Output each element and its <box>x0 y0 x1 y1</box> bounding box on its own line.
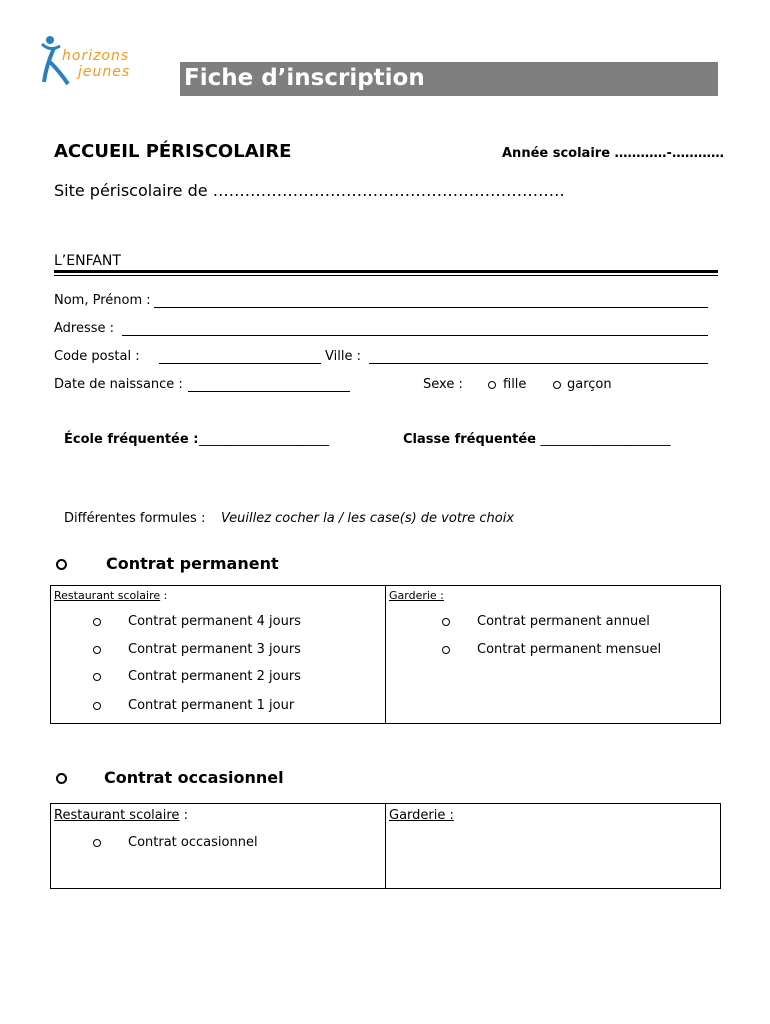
section-rule-thin <box>54 275 718 276</box>
main-heading: ACCUEIL PÉRISCOLAIRE <box>54 141 292 162</box>
option-mensuel-radio[interactable] <box>442 646 450 654</box>
section-rule <box>54 270 718 273</box>
formulas-label: Différentes formules : <box>64 511 206 526</box>
formulas-instruction: Veuillez cocher la / les case(s) de votre choix <box>221 511 515 526</box>
sex-label: Sexe : <box>423 377 463 392</box>
sex-garcon-radio[interactable] <box>553 381 561 389</box>
logo-word-horizons: horizons <box>62 48 130 64</box>
site-field[interactable]: Site périscolaire de ………………………………………………………… <box>54 181 565 200</box>
postal-label: Code postal : <box>54 349 140 364</box>
occasional-garderie-label: Garderie : <box>389 808 454 823</box>
option-1-jour-radio[interactable] <box>93 702 101 710</box>
option-occasionnel-label: Contrat occasionnel <box>128 835 258 850</box>
occasional-contract-checkbox[interactable] <box>56 773 67 784</box>
option-4-jours-radio[interactable] <box>93 618 101 626</box>
logo-word-jeunes: jeunes <box>78 64 131 80</box>
permanent-restaurant-label: Restaurant scolaire <box>54 589 161 602</box>
occasional-restaurant-label: Restaurant scolaire <box>54 808 180 823</box>
sex-garcon-label: garçon <box>567 377 612 392</box>
option-2-jours-label: Contrat permanent 2 jours <box>128 669 301 684</box>
sex-fille-label: fille <box>503 377 527 392</box>
postal-field[interactable] <box>159 349 321 364</box>
option-4-jours-label: Contrat permanent 4 jours <box>128 614 301 629</box>
option-mensuel-label: Contrat permanent mensuel <box>477 642 662 657</box>
occasional-contract-title: Contrat occasionnel <box>104 768 284 787</box>
address-label: Adresse : <box>54 321 115 336</box>
child-section-label: L’ENFANT <box>54 253 121 269</box>
permanent-garderie-label: Garderie : <box>389 589 444 602</box>
school-year-field[interactable]: Année scolaire …………-………… <box>502 146 724 161</box>
birth-label: Date de naissance : <box>54 377 183 392</box>
name-label: Nom, Prénom : <box>54 293 151 308</box>
class-field[interactable]: : ____________________ <box>532 432 671 447</box>
school-field[interactable]: ____________________ <box>199 432 329 447</box>
permanent-restaurant-heading <box>54 589 167 602</box>
name-field[interactable] <box>154 293 708 308</box>
option-3-jours-label: Contrat permanent 3 jours <box>128 642 301 657</box>
permanent-contract-checkbox[interactable] <box>56 559 67 570</box>
option-1-jour-label: Contrat permanent 1 jour <box>128 698 295 713</box>
occasional-restaurant-heading <box>54 808 188 823</box>
sex-fille-radio[interactable] <box>488 381 496 389</box>
option-occasionnel-radio[interactable] <box>93 839 101 847</box>
page-title: Fiche d’inscription <box>184 65 425 91</box>
class-label: Classe fréquentée <box>403 432 536 447</box>
city-field[interactable] <box>369 349 708 364</box>
permanent-restaurant-suffix: : <box>163 589 168 602</box>
address-field[interactable] <box>122 321 708 336</box>
occasional-restaurant-suffix: : <box>183 808 188 823</box>
city-label: Ville : <box>325 349 361 364</box>
permanent-contract-title: Contrat permanent <box>106 554 279 573</box>
school-label: École fréquentée : <box>64 432 199 447</box>
option-annuel-label: Contrat permanent annuel <box>477 614 650 629</box>
birth-field[interactable] <box>188 377 350 392</box>
option-3-jours-radio[interactable] <box>93 646 101 654</box>
option-2-jours-radio[interactable] <box>93 673 101 681</box>
option-annuel-radio[interactable] <box>442 618 450 626</box>
